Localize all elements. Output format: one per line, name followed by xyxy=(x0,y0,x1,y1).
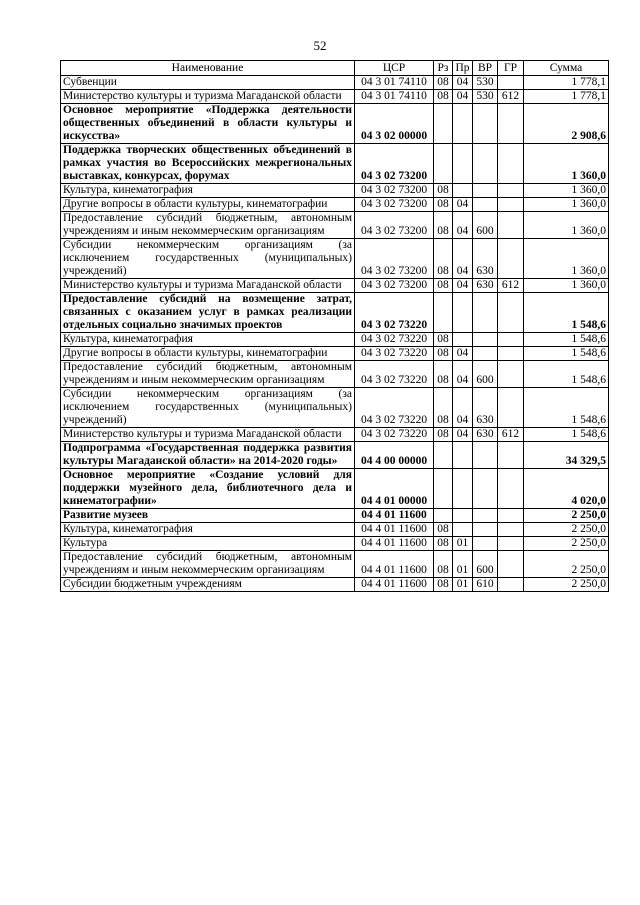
cell-gr xyxy=(498,347,524,361)
cell-name: Министерство культуры и туризма Магаданской области xyxy=(61,90,355,104)
cell-name: Культура xyxy=(61,537,355,551)
cell-csr: 04 3 01 74110 xyxy=(355,76,434,90)
cell-sum: 1 548,6 xyxy=(524,347,609,361)
cell-name: Субсидии некоммерческим организациям (за исключением государственных (муниципальных) учреждений) xyxy=(61,239,355,279)
page-number: 52 xyxy=(313,38,327,53)
cell-csr: 04 4 01 11600 xyxy=(355,551,434,578)
cell-sum: 2 250,0 xyxy=(524,537,609,551)
cell-vr xyxy=(473,293,498,333)
table-row xyxy=(61,198,609,212)
cell-vr: 630 xyxy=(473,239,498,279)
cell-pr xyxy=(453,333,473,347)
table-header-row xyxy=(61,61,609,76)
cell-gr xyxy=(498,551,524,578)
cell-gr xyxy=(498,293,524,333)
cell-name: Основное мероприятие «Поддержка деятельности общественных объединений в области культуры и искусства» xyxy=(61,104,355,144)
cell-vr: 530 xyxy=(473,76,498,90)
cell-name: Культура, кинематография xyxy=(61,184,355,198)
cell-vr xyxy=(473,104,498,144)
cell-sum: 4 020,0 xyxy=(524,469,609,509)
cell-name: Культура, кинематография xyxy=(61,333,355,347)
table-row xyxy=(61,509,609,523)
cell-gr xyxy=(498,239,524,279)
table-row xyxy=(61,293,609,333)
cell-gr xyxy=(498,442,524,469)
table-row xyxy=(61,442,609,469)
cell-pr xyxy=(453,104,473,144)
cell-sum: 1 360,0 xyxy=(524,212,609,239)
cell-pr xyxy=(453,469,473,509)
cell-sum: 1 360,0 xyxy=(524,198,609,212)
cell-sum: 1 778,1 xyxy=(524,76,609,90)
cell-vr xyxy=(473,537,498,551)
cell-pr xyxy=(453,293,473,333)
cell-gr xyxy=(498,104,524,144)
cell-csr: 04 3 02 73220 xyxy=(355,428,434,442)
cell-vr: 630 xyxy=(473,388,498,428)
cell-gr xyxy=(498,212,524,239)
cell-rz: 08 xyxy=(434,76,453,90)
header-vr: ВР xyxy=(473,61,498,76)
cell-sum: 34 329,5 xyxy=(524,442,609,469)
cell-vr xyxy=(473,523,498,537)
cell-gr: 612 xyxy=(498,90,524,104)
cell-gr xyxy=(498,198,524,212)
cell-csr: 04 3 02 73220 xyxy=(355,333,434,347)
cell-gr xyxy=(498,76,524,90)
cell-csr: 04 4 01 11600 xyxy=(355,578,434,592)
cell-gr xyxy=(498,469,524,509)
cell-pr: 01 xyxy=(453,578,473,592)
cell-name: Министерство культуры и туризма Магаданской области xyxy=(61,428,355,442)
cell-sum: 1 548,6 xyxy=(524,361,609,388)
cell-sum: 1 360,0 xyxy=(524,279,609,293)
cell-pr: 04 xyxy=(453,76,473,90)
cell-sum: 1 360,0 xyxy=(524,144,609,184)
cell-pr: 04 xyxy=(453,388,473,428)
cell-name: Развитие музеев xyxy=(61,509,355,523)
header-sum: Сумма xyxy=(524,61,609,76)
cell-sum: 2 250,0 xyxy=(524,523,609,537)
cell-name: Подпрограмма «Государственная поддержка развития культуры Магаданской области» на 2014-2020 годы» xyxy=(61,442,355,469)
cell-pr: 04 xyxy=(453,428,473,442)
cell-csr: 04 4 01 11600 xyxy=(355,509,434,523)
cell-vr xyxy=(473,144,498,184)
cell-name: Другие вопросы в области культуры, кинематографии xyxy=(61,198,355,212)
table-row xyxy=(61,361,609,388)
cell-name: Основное мероприятие «Создание условий для поддержки музейного дела, библиотечного дела и кинематографии» xyxy=(61,469,355,509)
header-csr: ЦСР xyxy=(355,61,434,76)
table-row xyxy=(61,537,609,551)
cell-name: Предоставление субсидий на возмещение затрат, связанных с оказанием услуг в рамках реализации отдельных социально значимых проектов xyxy=(61,293,355,333)
cell-vr: 630 xyxy=(473,428,498,442)
cell-rz: 08 xyxy=(434,361,453,388)
cell-csr: 04 3 02 73200 xyxy=(355,144,434,184)
cell-csr: 04 4 00 00000 xyxy=(355,442,434,469)
cell-pr: 04 xyxy=(453,279,473,293)
cell-rz xyxy=(434,442,453,469)
cell-sum: 2 250,0 xyxy=(524,551,609,578)
table-row xyxy=(61,104,609,144)
cell-sum: 2 250,0 xyxy=(524,578,609,592)
cell-rz xyxy=(434,509,453,523)
cell-rz: 08 xyxy=(434,537,453,551)
cell-pr xyxy=(453,144,473,184)
cell-csr: 04 3 02 00000 xyxy=(355,104,434,144)
cell-gr xyxy=(498,537,524,551)
cell-pr xyxy=(453,442,473,469)
cell-csr: 04 3 02 73220 xyxy=(355,361,434,388)
cell-vr xyxy=(473,198,498,212)
cell-csr: 04 3 02 73200 xyxy=(355,198,434,212)
table-row xyxy=(61,279,609,293)
table-row xyxy=(61,578,609,592)
cell-pr xyxy=(453,509,473,523)
cell-gr xyxy=(498,361,524,388)
header-rz: Рз xyxy=(434,61,453,76)
cell-csr: 04 3 02 73220 xyxy=(355,388,434,428)
table-row xyxy=(61,347,609,361)
cell-gr xyxy=(498,523,524,537)
cell-gr: 612 xyxy=(498,428,524,442)
cell-rz: 08 xyxy=(434,523,453,537)
cell-name: Субвенции xyxy=(61,76,355,90)
cell-pr: 01 xyxy=(453,551,473,578)
cell-rz: 08 xyxy=(434,212,453,239)
cell-rz: 08 xyxy=(434,239,453,279)
cell-rz: 08 xyxy=(434,279,453,293)
cell-pr: 04 xyxy=(453,198,473,212)
cell-gr: 612 xyxy=(498,279,524,293)
header-gr: ГР xyxy=(498,61,524,76)
cell-sum: 2 908,6 xyxy=(524,104,609,144)
cell-name: Предоставление субсидий бюджетным, автономным учреждениям и иным некоммерческим организациям xyxy=(61,551,355,578)
cell-rz: 08 xyxy=(434,90,453,104)
cell-sum: 1 360,0 xyxy=(524,184,609,198)
cell-rz xyxy=(434,469,453,509)
table-row xyxy=(61,333,609,347)
table-row xyxy=(61,76,609,90)
cell-vr xyxy=(473,184,498,198)
cell-vr xyxy=(473,442,498,469)
cell-csr: 04 3 02 73220 xyxy=(355,347,434,361)
cell-pr: 04 xyxy=(453,212,473,239)
cell-sum: 1 548,6 xyxy=(524,293,609,333)
cell-rz xyxy=(434,104,453,144)
cell-rz: 08 xyxy=(434,428,453,442)
cell-name: Субсидии некоммерческим организациям (за исключением государственных (муниципальных) учреждений) xyxy=(61,388,355,428)
cell-gr xyxy=(498,333,524,347)
table-row xyxy=(61,428,609,442)
cell-csr: 04 3 01 74110 xyxy=(355,90,434,104)
cell-rz: 08 xyxy=(434,184,453,198)
cell-rz: 08 xyxy=(434,578,453,592)
cell-pr: 04 xyxy=(453,239,473,279)
cell-rz: 08 xyxy=(434,198,453,212)
cell-sum: 1 778,1 xyxy=(524,90,609,104)
cell-name: Поддержка творческих общественных объединений в рамках участия во Всероссийских межрегиональных выставках, конкурсах, форумах xyxy=(61,144,355,184)
cell-rz: 08 xyxy=(434,388,453,428)
cell-pr: 04 xyxy=(453,90,473,104)
cell-vr: 600 xyxy=(473,361,498,388)
budget-table xyxy=(60,60,609,592)
cell-vr: 600 xyxy=(473,212,498,239)
cell-name: Субсидии бюджетным учреждениям xyxy=(61,578,355,592)
table-row xyxy=(61,523,609,537)
table-row xyxy=(61,184,609,198)
table-row xyxy=(61,551,609,578)
cell-pr: 04 xyxy=(453,347,473,361)
table-row xyxy=(61,239,609,279)
cell-gr xyxy=(498,144,524,184)
table-row xyxy=(61,144,609,184)
cell-csr: 04 4 01 11600 xyxy=(355,537,434,551)
cell-name: Другие вопросы в области культуры, кинематографии xyxy=(61,347,355,361)
cell-csr: 04 3 02 73200 xyxy=(355,279,434,293)
cell-sum: 1 548,6 xyxy=(524,333,609,347)
cell-vr: 630 xyxy=(473,279,498,293)
cell-rz: 08 xyxy=(434,347,453,361)
cell-csr: 04 3 02 73220 xyxy=(355,293,434,333)
cell-name: Предоставление субсидий бюджетным, автономным учреждениям и иным некоммерческим организациям xyxy=(61,361,355,388)
cell-gr xyxy=(498,578,524,592)
cell-rz: 08 xyxy=(434,333,453,347)
cell-pr xyxy=(453,523,473,537)
cell-vr xyxy=(473,469,498,509)
cell-vr: 600 xyxy=(473,551,498,578)
cell-pr: 04 xyxy=(453,361,473,388)
table-row xyxy=(61,469,609,509)
cell-name: Предоставление субсидий бюджетным, автономным учреждениям и иным некоммерческим организациям xyxy=(61,212,355,239)
cell-csr: 04 3 02 73200 xyxy=(355,212,434,239)
table-row xyxy=(61,388,609,428)
cell-pr xyxy=(453,184,473,198)
cell-csr: 04 3 02 73200 xyxy=(355,239,434,279)
cell-csr: 04 4 01 00000 xyxy=(355,469,434,509)
cell-rz: 08 xyxy=(434,551,453,578)
header-name: Наименование xyxy=(61,61,355,76)
cell-sum: 1 548,6 xyxy=(524,388,609,428)
cell-rz xyxy=(434,293,453,333)
cell-name: Культура, кинематография xyxy=(61,523,355,537)
cell-gr xyxy=(498,509,524,523)
cell-pr: 01 xyxy=(453,537,473,551)
table-row xyxy=(61,90,609,104)
cell-vr xyxy=(473,333,498,347)
cell-csr: 04 3 02 73200 xyxy=(355,184,434,198)
cell-sum: 1 548,6 xyxy=(524,428,609,442)
cell-vr: 610 xyxy=(473,578,498,592)
cell-csr: 04 4 01 11600 xyxy=(355,523,434,537)
cell-sum: 1 360,0 xyxy=(524,239,609,279)
cell-vr xyxy=(473,509,498,523)
table-body xyxy=(61,76,609,592)
cell-vr: 530 xyxy=(473,90,498,104)
cell-gr xyxy=(498,184,524,198)
cell-gr xyxy=(498,388,524,428)
table-row xyxy=(61,212,609,239)
cell-rz xyxy=(434,144,453,184)
cell-name: Министерство культуры и туризма Магаданской области xyxy=(61,279,355,293)
header-pr: Пр xyxy=(453,61,473,76)
cell-sum: 2 250,0 xyxy=(524,509,609,523)
cell-vr xyxy=(473,347,498,361)
